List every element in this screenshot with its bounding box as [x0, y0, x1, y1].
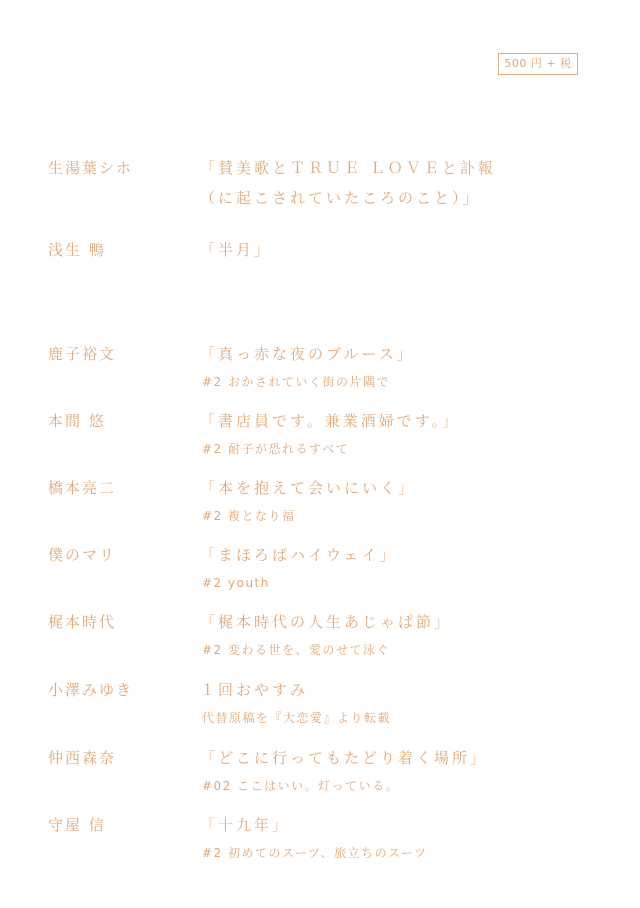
- author-name: 浅生 鴨: [48, 241, 106, 259]
- author-name: 梶本時代: [48, 613, 117, 631]
- work-subtitle: #2 おかされていく街の片隅で: [202, 375, 391, 389]
- work-title: 「本を抱えて会いにいく」: [200, 479, 417, 497]
- author-name: 僕のマリ: [48, 546, 117, 564]
- work-title: 「賛美歌とＴＲＵＥ ＬＯＶＥと訃報: [200, 159, 496, 177]
- work-subtitle: #02 ここはいい。灯っている。: [202, 779, 400, 793]
- work-title: 「まほろばハイウェイ」: [200, 546, 398, 564]
- work-title: 「どこに行ってもたどり着く場所」: [200, 749, 489, 767]
- author-name: 仲西森奈: [48, 749, 117, 767]
- work-title: 「半月」: [200, 241, 273, 259]
- author-name: 本間 悠: [48, 412, 106, 430]
- author-name: 守屋 信: [48, 816, 106, 834]
- work-subtitle: #2 youth: [202, 576, 270, 590]
- author-name: 生湯葉シホ: [48, 159, 134, 177]
- work-title: 「書店員です。兼業酒婦です。」: [200, 412, 461, 430]
- work-subtitle: #2 耐子が恐れるすべて: [202, 442, 350, 456]
- work-subtitle: 代替原稿を『大恋愛』より転載: [202, 711, 392, 725]
- work-subtitle: #2 変わる世を、愛のせて泳ぐ: [202, 643, 391, 657]
- author-name: 小澤みゆき: [48, 681, 134, 699]
- work-title: １回おやすみ: [200, 681, 309, 699]
- work-title: 「梶本時代の人生あじゃぱ節」: [200, 613, 453, 631]
- price-badge: 500 円 + 税: [498, 53, 578, 75]
- author-name: 鹿子裕文: [48, 345, 117, 363]
- work-subtitle: #2 複となり福: [202, 509, 296, 523]
- work-title: 「十九年」: [200, 816, 291, 834]
- work-title-line2: （に起こされていたころのこと）」: [200, 189, 481, 207]
- author-name: 橋本亮二: [48, 479, 117, 497]
- work-title: 「真っ赤な夜のブルース」: [200, 345, 415, 363]
- work-subtitle: #2 初めてのスーツ、旅立ちのスーツ: [202, 846, 428, 860]
